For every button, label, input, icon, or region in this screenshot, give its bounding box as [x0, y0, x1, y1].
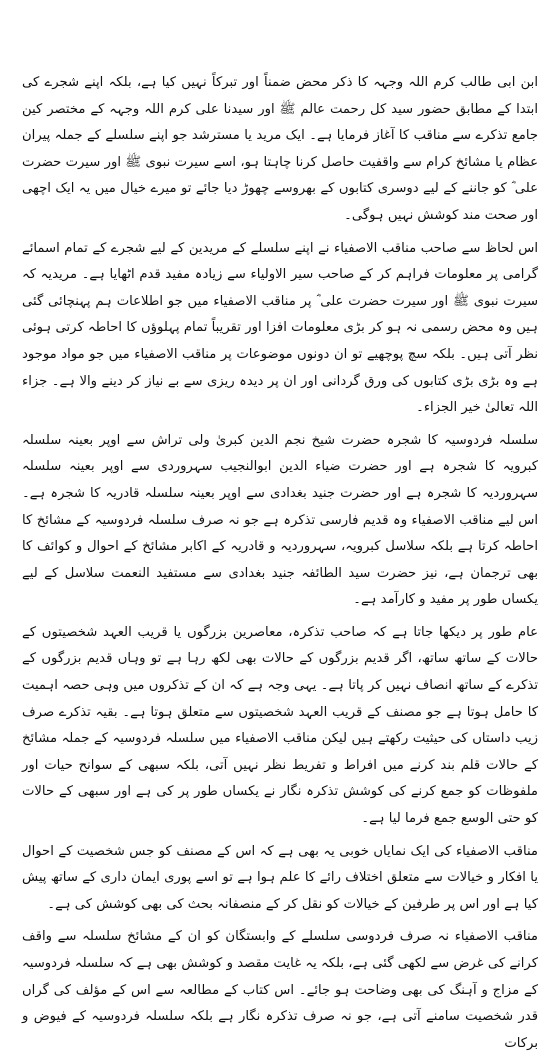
paragraph-2: اس لحاظ سے صاحب مناقب الاصفیاء نے اپنے سلسلے کے مریدین کے لیے شجرے کے تمام اسمائے گرامی پر معلومات فراہم کر کے صاحب سیر الاولیاء سے زیادہ مفید قدم اٹھایا ہے۔ مریدیہ کہ سیرت نبوی ﷺ اور سیرت حضرت علی ؓ پر مناقب الاصفیاء میں جو اطلاعات ہم پہنچائی گئی ہیں وہ محض رسمی نہ ہو کر بڑی معلومات افزا اور تقریباً تمام پہلوؤں کا احاطہ کرتی ہوئی نظر آتی ہیں۔ بلکہ سچ پوچھیے تو ان دونوں موضوعات پر مناقب الاصفیاء میں جو مواد موجود ہے وہ بڑی بڑی کتابوں کی ورق گردانی اور ان پر دیدہ ریزی سے بے نیاز کر دینے والا ہے۔ جزاء اللہ تعالیٰ خیر الجزاء۔ — [22, 240, 538, 416]
paragraph-4: عام طور پر دیکھا جاتا ہے کہ صاحب تذکرہ، معاصرین بزرگوں یا قریب العہد شخصیتوں کے حالات کے ساتھ ساتھ، اگر قدیم بزرگوں کے حالات بھی لکھ رہا ہے تو وہاں قدیم بزرگوں کے تذکرے کے ساتھ انصاف نہیں کر پاتا ہے۔ یہی وجہ ہے کہ ان کے تذکروں میں وہی حصہ اہمیت کا حامل ہوتا ہے جو مصنف کے قریب العہد شخصیتوں سے متعلق ہوتا ہے۔ بقیہ تذکرے صرف زیب داستاں کی حیثیت رکھتے ہیں لیکن مناقب الاصفیاء میں سلسلہ فردوسیہ کے جملہ مشائخ کے حالات قلم بند کرنے میں افراط و تفریط نظر نہیں آتی، بلکہ سبھی کے سوانح حیات اور ملفوظات کو جمع کرنے کی کوشش تذکرہ نگار نے یکساں طور پر کی ہے اور سبھی کے حالات کو حتی الوسع جمع فرما لیا ہے۔ — [22, 624, 538, 827]
paragraph-1: ابن ابی طالب کرم اللہ وجہہ کا ذکر محض ضمناً اور تبرکاً نہیں کیا ہے، بلکہ اپنے شجرے کی ابتدا کے مطابق حضور سید کل رحمت عالم ﷺ اور سیدنا علی کرم اللہ وجہہ کے مختصر کین جامع تذکرے سے مناقب کا آغاز فرمایا ہے۔ ایک مرید یا مسترشد جو اپنے سلسلے کے جملہ پیران عظام یا مشائخ کرام سے واقفیت حاصل کرنا چاہتا ہو، اسے سیرت نبوی ﷺ اور سیرت حضرت علی ؓ کو جاننے کے لیے دوسری کتابوں کے بھروسے چھوڑ دیا جائے تو میرے خیال میں یہ ایک اچھی اور صحت مند کوشش نہیں ہوگی۔ — [22, 75, 538, 223]
paragraph-6: مناقب الاصفیاء نہ صرف فردوسی سلسلے کے وابستگان کو ان کے مشائخ سلسلہ سے واقف کرانے کی غرض سے لکھی گئی ہے، بلکہ یہ غایت مقصد و کوشش بھی ہے کہ سلسلہ فردوسیہ کے مزاج و آہنگ کی بھی وضاحت ہو جائے۔ اس کتاب کے مطالعہ سے اس کے مؤلف کی گراں قدر شخصیت سامنے آتی ہے، جو نہ صرف تذکرہ نگار ہے بلکہ سلسلہ فردوسیہ کے فیوض و برکات — [22, 929, 538, 1051]
paragraph-5: مناقب الاصفیاء کی ایک نمایاں خوبی یہ بھی ہے کہ اس کے مصنف کو جس شخصیت کے احوال یا افکار و خیالات سے متعلق اختلاف رائے کا علم ہوا ہے تو اسے پوری ایمان داری کے ساتھ پیش کیا ہے اور اس پر طرفین کے خیالات کو نقل کر کے منصفانہ بحث کی بھی کوشش کی ہے۔ — [22, 843, 538, 912]
paragraph-3: سلسلہ فردوسیہ کا شجرہ حضرت شیخ نجم الدین کبریٰ ولی تراش سے اوپر بعینہ سلسلہ کبرویہ کا شجرہ ہے اور حضرت ضیاء الدین ابوالنجیب سہروردی سے اوپر بعینہ سلسلہ سہروردیہ کا شجرہ ہے اور حضرت جنید بغدادی سے اوپر بعینہ سلسلہ قادریہ کا شجرہ ہے۔ اس لیے مناقب الاصفیاء وہ قدیم فارسی تذکرہ ہے جو نہ صرف سلسلہ فردوسیہ کے مشائخ کا احاطہ کرتا ہے بلکہ سلاسل کبرویہ، سہروردیہ و قادریہ کے اکابر مشائخ کے احوال و کوائف کا بھی ترجمان ہے، نیز حضرت سید الطائفہ جنید بغدادی سے مستفید النعمت سلاسل کے لیے یکساں طور پر مفید و کارآمد ہے۔ — [22, 432, 538, 608]
